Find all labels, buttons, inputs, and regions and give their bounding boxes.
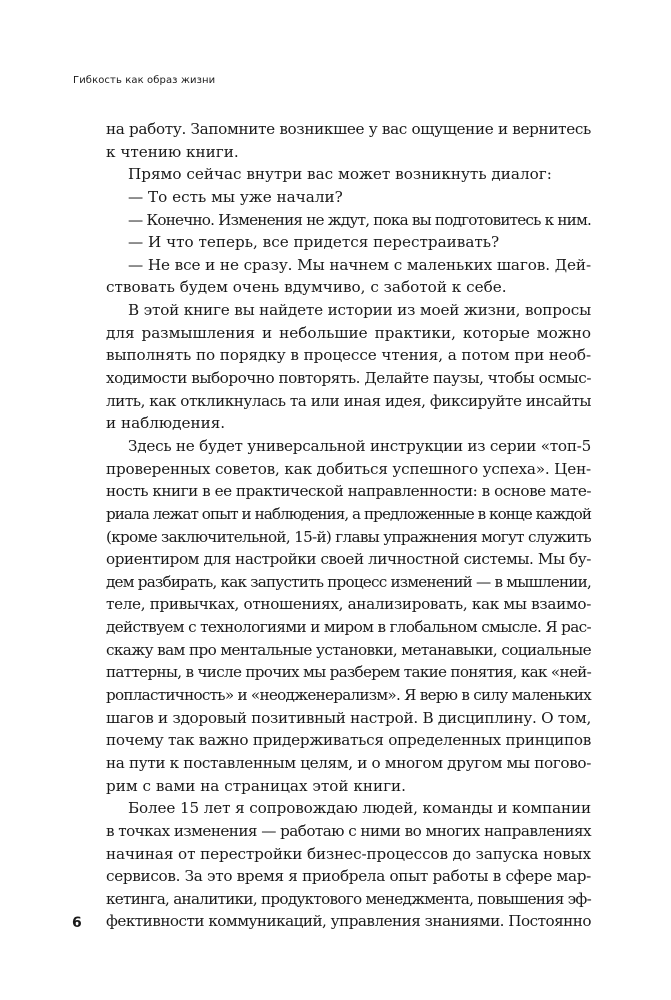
body-text (106, 118, 591, 933)
text-line: к чтению книги. (106, 142, 239, 161)
text-line: в точках изменения — работаю с ними во многих направлениях (106, 821, 591, 840)
text-line: — Не все и не сразу. Мы начнем с маленьких шагов. Дей- (128, 255, 591, 274)
text-line: выполнять по порядку в процессе чтения, а потом при необ- (106, 346, 591, 365)
text-line: на работу. Запомните возникшее у вас ощущение и вернитесь (106, 120, 591, 138)
text-line: рим с вами на страницах этой книги. (106, 776, 406, 795)
text-line: фективности коммуникаций, управления знаниями. Постоянно (106, 912, 592, 931)
text-line: сервисов. За это время я приобрела опыт работы в сфере мар- (106, 867, 591, 886)
text-line: почему так важно придерживаться определенных принципов (106, 731, 591, 750)
running-header: Гибкость как образ жизни (73, 75, 216, 86)
text-line: ориентиром для настройки своей личностной системы. Мы бу- (106, 550, 591, 569)
text-line: риала лежат опыт и наблюдения, а предложенные в конце каждой (106, 504, 591, 523)
text-line: начиная от перестройки бизнес-процессов до запуска новых (106, 844, 591, 863)
text-line: Прямо сейчас внутри вас может возникнуть диалог: (128, 165, 552, 184)
text-line: проверенных советов, как добиться успешного успеха». Цен- (106, 459, 591, 478)
text-line: кетинга, аналитики, продуктового менеджмента, повышения эф- (106, 889, 591, 908)
text-line: и наблюдения. (106, 414, 226, 433)
text-line: дем разбирать, как запустить процесс изменений — в мышлении, (106, 572, 591, 591)
text-line: ность книги в ее практической направленности: в основе мате- (106, 482, 591, 501)
text-line: (кроме заключительной, 15-й) главы упражнения могут служить (106, 527, 591, 546)
text-line: — И что теперь, все придется перестраивать? (128, 233, 500, 252)
text-line: — То есть мы уже начали? (128, 187, 343, 206)
text-line: шагов и здоровый позитивный настрой. В дисциплину. О том, (106, 708, 591, 727)
text-line: паттерны, в числе прочих мы разберем такие понятия, как «ней- (106, 663, 591, 682)
page-number: 6 (72, 915, 82, 931)
text-line: скажу вам про ментальные установки, метанавыки, социальные (106, 640, 591, 659)
text-line: Более 15 лет я сопровождаю людей, команды и компании (128, 799, 591, 818)
text-line: ропластичность» и «неодженерализм». Я верю в силу маленьких (106, 686, 591, 705)
text-line: лить, как откликнулась та или иная идея, фиксируйте инсайты (106, 391, 591, 410)
text-line: действуем с технологиями и миром в глобальном смысле. Я рас- (106, 618, 591, 637)
text-line: на пути к поставленным целям, и о многом другом мы погово- (106, 753, 591, 772)
text-line: — Конечно. Изменения не ждут, пока вы подготовитесь к ним. (128, 210, 591, 229)
text-line: теле, привычках, отношениях, анализировать, как мы взаимо- (106, 595, 591, 614)
text-line: Здесь не будет универсальной инструкции из серии «топ-5 (128, 436, 591, 455)
text-line: В этой книге вы найдете истории из моей жизни, вопросы (128, 301, 591, 320)
text-line: ствовать будем очень вдумчиво, с заботой к себе. (106, 278, 507, 297)
text-line: для размышления и небольшие практики, которые можно (106, 323, 591, 342)
text-line: ходимости выборочно повторять. Делайте паузы, чтобы осмыс- (106, 369, 591, 388)
